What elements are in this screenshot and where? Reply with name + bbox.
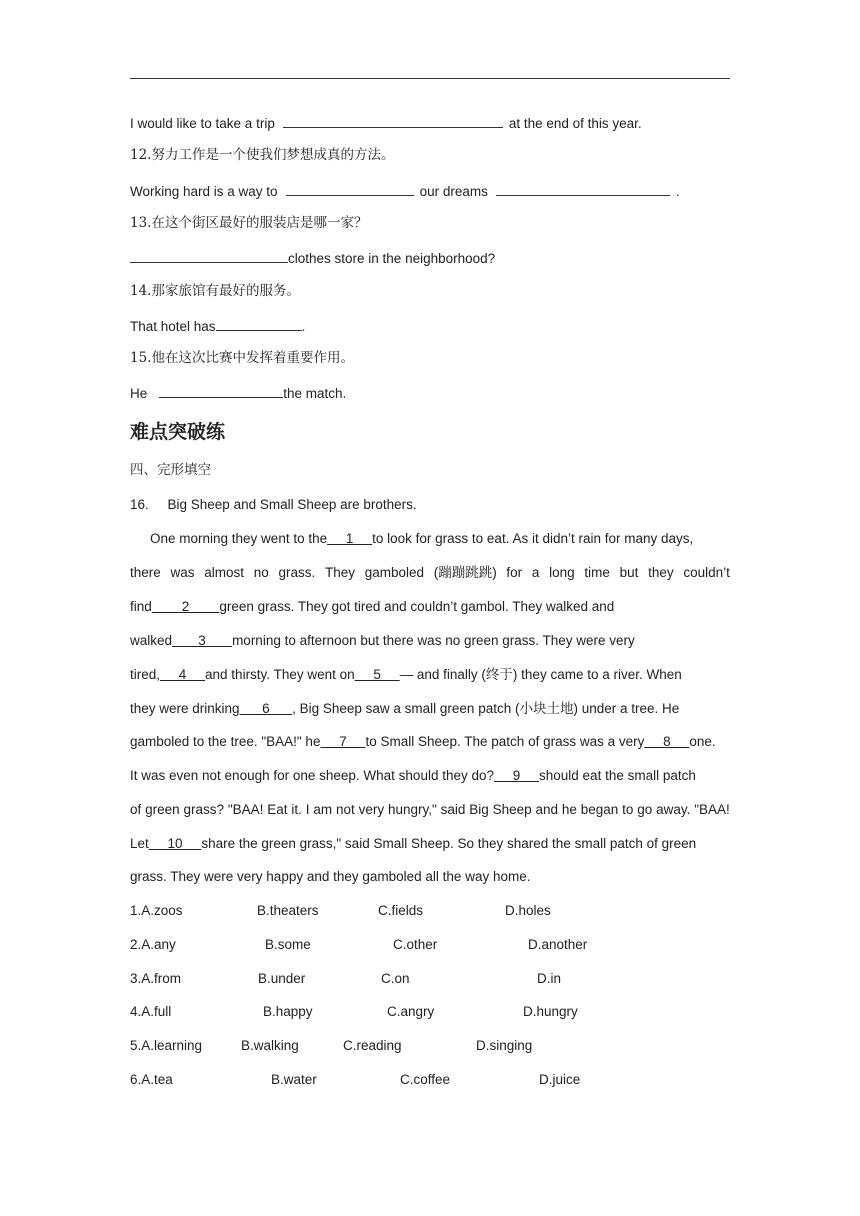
q14-english-line (130, 316, 305, 336)
cloze-line (130, 868, 530, 886)
q12-english-line (130, 181, 680, 201)
cloze-line (130, 564, 730, 582)
section-title: 难点突破练 (130, 421, 226, 443)
cloze-word: Big (469, 802, 489, 817)
q13-english-line (130, 248, 495, 268)
cloze-word: They (324, 565, 355, 580)
q13-chinese: 13.在这个街区最好的服装店是哪一家？ (130, 215, 368, 231)
cloze-word: away. (656, 802, 691, 817)
option-2-b[interactable]: B.some (265, 937, 311, 952)
q12-blank-2[interactable] (496, 181, 670, 196)
option-3-d[interactable]: D.in (537, 971, 562, 986)
cloze-word: Sheep (492, 802, 532, 817)
cloze-word: very (358, 802, 385, 817)
option-2-d[interactable]: D.another (528, 937, 588, 952)
option-6-a[interactable]: 6.A.tea (130, 1072, 173, 1087)
option-6-c[interactable]: C.coffee (400, 1072, 451, 1087)
q11-english-line (130, 113, 642, 133)
cloze-text: should eat the small patch (539, 768, 696, 783)
option-3-b[interactable]: B.under (258, 971, 306, 986)
option-1-d[interactable]: D.holes (505, 903, 551, 918)
option-2-a[interactable]: 2.A.any (130, 937, 176, 952)
header-rule (130, 78, 730, 79)
cloze-text: One morning they went to the (150, 531, 328, 546)
cloze-word: time (584, 565, 610, 580)
cloze-text: to look for grass to eat. As it didn’t rain for many days, (372, 531, 694, 546)
option-1-a[interactable]: 1.A.zoos (130, 903, 183, 918)
q11-text-pre: I would like to take a trip (130, 116, 275, 131)
option-4-a[interactable]: 4.A.full (130, 1004, 172, 1019)
cloze-line (130, 666, 730, 684)
cloze-text: gamboled to the tree. "BAA!" he (130, 734, 321, 749)
cloze-word: long (549, 565, 575, 580)
q11-text-post: at the end of this year. (508, 116, 642, 131)
cloze-blank[interactable]: 9 (494, 768, 540, 783)
q11-blank[interactable] (283, 113, 503, 128)
option-1-b[interactable]: B.theaters (257, 903, 319, 918)
q14-text-post: . (301, 319, 306, 334)
cloze-text: It was even not enough for one sheep. What should they do? (130, 768, 494, 783)
cloze-text: one. (689, 734, 716, 749)
q12-text-mid: our dreams (419, 184, 488, 199)
cloze-blank[interactable]: 4 (160, 667, 206, 682)
q12-text-post: . (675, 184, 680, 199)
cloze-word: grass. (278, 565, 316, 580)
cloze-blank[interactable]: 6 (239, 701, 293, 716)
cloze-word: couldn’t (683, 565, 730, 580)
option-5-c[interactable]: C.reading (343, 1038, 402, 1053)
cloze-text: grass. They were very happy and they gamboled all the way home. (130, 869, 531, 884)
cloze-word: hungry," (387, 802, 437, 817)
option-1-c[interactable]: C.fields (378, 903, 424, 918)
cloze-text: green grass. They got tired and couldn’t gambol. They walked and (219, 599, 615, 614)
cloze-word: said (440, 802, 466, 817)
q15-blank[interactable] (159, 383, 283, 398)
cloze-word: there (130, 565, 161, 580)
q15-english-line (130, 383, 346, 403)
q15-chinese: 15.他在这次比赛中发挥着重要作用。 (130, 350, 354, 366)
option-4-c[interactable]: C.angry (387, 1004, 435, 1019)
cloze-blank[interactable]: 2 (151, 599, 220, 614)
option-5-d[interactable]: D.singing (476, 1038, 533, 1053)
cloze-intro: 16. Big Sheep and Small Sheep are brothers. (130, 497, 417, 512)
cloze-word: am (313, 802, 333, 817)
cloze-blank[interactable]: 10 (148, 836, 202, 851)
cloze-line (130, 700, 730, 718)
cloze-line (130, 733, 730, 751)
cloze-word: to (622, 802, 634, 817)
cloze-word: a (531, 565, 540, 580)
cloze-text: tired, (130, 667, 161, 682)
option-3-a[interactable]: 3.A.from (130, 971, 182, 986)
section-subtitle: 四、完形填空 (130, 462, 211, 478)
cloze-word: no (253, 565, 269, 580)
cloze-word: grass? (183, 802, 225, 817)
cloze-blank[interactable]: 7 (320, 734, 366, 749)
cloze-word: Eat (267, 802, 288, 817)
q14-chinese: 14.那家旅馆有最好的服务。 (130, 283, 300, 299)
q13-blank[interactable] (130, 248, 288, 263)
cloze-blank[interactable]: 5 (354, 667, 400, 682)
option-6-d[interactable]: D.juice (539, 1072, 581, 1087)
cloze-word: I (305, 802, 310, 817)
cloze-word: they (648, 565, 674, 580)
cloze-word: but (619, 565, 639, 580)
cloze-word: go (637, 802, 653, 817)
q14-blank[interactable] (216, 316, 302, 331)
cloze-text: — and finally (终于) they came to a river. When (399, 667, 682, 682)
q12-text-pre: Working hard is a way to (130, 184, 278, 199)
option-4-d[interactable]: D.hungry (523, 1004, 578, 1019)
cloze-text: and thirsty. They went on (205, 667, 355, 682)
cloze-text: they were drinking (130, 701, 240, 716)
cloze-word: almost (204, 565, 244, 580)
cloze-word: he (561, 802, 577, 817)
cloze-text: find (130, 599, 152, 614)
cloze-line (150, 530, 730, 548)
cloze-word: for (506, 565, 523, 580)
option-6-b[interactable]: B.water (271, 1072, 317, 1087)
cloze-word: "BAA! (227, 802, 264, 817)
cloze-word: was (170, 565, 195, 580)
q15-text-post: the match. (283, 386, 347, 401)
cloze-line (130, 632, 730, 650)
cloze-word: gamboled (364, 565, 424, 580)
cloze-blank[interactable]: 3 (172, 633, 233, 648)
option-3-c[interactable]: C.on (381, 971, 410, 986)
cloze-blank[interactable]: 1 (327, 531, 373, 546)
q12-chinese: 12.努力工作是一个使我们梦想成真的方法。 (130, 147, 395, 163)
cloze-text: walked (130, 633, 173, 648)
cloze-text: share the green grass," said Small Sheep. So they shared the small patch of green (201, 836, 697, 851)
cloze-word: green (145, 802, 180, 817)
cloze-line (130, 598, 730, 616)
cloze-word: began (580, 802, 619, 817)
cloze-text: , Big Sheep saw a small green patch (小块土地) under a tree. He (292, 701, 680, 716)
cloze-line (130, 767, 730, 785)
cloze-word: "BAA! (694, 802, 730, 817)
cloze-word: it. (291, 802, 302, 817)
q13-text-post: clothes store in the neighborhood? (288, 251, 496, 266)
option-5-b[interactable]: B.walking (241, 1038, 299, 1053)
cloze-word: (蹦蹦跳跳) (433, 565, 497, 580)
cloze-word: of (130, 802, 142, 817)
option-4-b[interactable]: B.happy (263, 1004, 313, 1019)
q15-text-pre: He (130, 386, 148, 401)
cloze-line (130, 801, 730, 819)
cloze-text: Let (130, 836, 149, 851)
q14-text-pre: That hotel has (130, 319, 216, 334)
cloze-text: to Small Sheep. The patch of grass was a very (365, 734, 645, 749)
q12-blank-1[interactable] (286, 181, 414, 196)
cloze-line (130, 835, 730, 853)
cloze-word: not (335, 802, 355, 817)
cloze-blank[interactable]: 8 (644, 734, 690, 749)
option-5-a[interactable]: 5.A.learning (130, 1038, 203, 1053)
cloze-word: and (535, 802, 558, 817)
option-2-c[interactable]: C.other (393, 937, 438, 952)
cloze-text: morning to afternoon but there was no green grass. They were very (232, 633, 635, 648)
